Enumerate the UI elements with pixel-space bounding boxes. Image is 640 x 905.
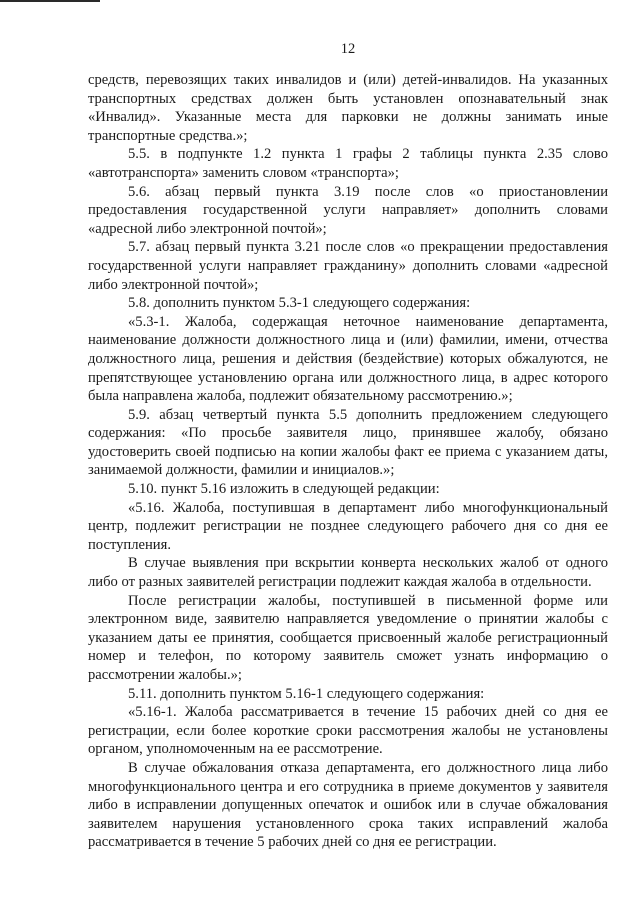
paragraph-5-3-1-quote: «5.3-1. Жалоба, содержащая неточное наименование департамента, наименование должности должностного лица и (или) фамилии, имени, отчества должностного лица, решения и действия (бездействие) которых обжалуются, не препятствующее установлению органа или должностного лица, в адрес которого была направлена жалоба, подлежит обязательному рассмотрению.»;	[88, 313, 608, 405]
paragraph-5-7: 5.7. абзац первый пункта 3.21 после слов «о прекращении предоставления государственной услуги направляет гражданину» дополнить словами «адресной либо электронной почтой»;	[88, 239, 608, 293]
paragraph-5-5: 5.5. в подпункте 1.2 пункта 1 графы 2 таблицы пункта 2.35 слово «автотранспорта» заменить словом «транспорта»;	[88, 146, 608, 181]
paragraph-5-16-1-quote: «5.16-1. Жалоба рассматривается в течение 15 рабочих дней со дня ее регистрации, если более короткие сроки рассмотрения жалобы не установлены органом, уполномоченным на ее рассмотрение.	[88, 704, 608, 758]
paragraph-refusal-appeal: В случае обжалования отказа департамента, его должностного лица либо многофункционального центра и его сотрудника в приеме документов у заявителя либо в исправлении допущенных опечаток и ошибок или в случае обжалования заявителем нарушения установленного срока таких исправлений жалоба рассматривается в течение 5 рабочих дней со дня ее регистрации.	[88, 759, 608, 851]
paragraph-5-6: 5.6. абзац первый пункта 3.19 после слов «о приостановлении предоставления государственной услуги направляет» дополнить словами «адресной либо электронной почтой»;	[88, 183, 608, 237]
paragraph-envelope-case: В случае выявления при вскрытии конверта нескольких жалоб от одного либо от разных заявителей регистрации подлежит каждая жалоба в отдельности.	[88, 555, 608, 591]
paragraph-registration-notice: После регистрации жалобы, поступившей в письменной форме или электронном виде, заявителю направляется уведомление о принятии жалобы с указанием даты ее принятия, сообщается присвоенный жалобе регистрационный номер и телефон, по которому заявитель сможет узнать информацию о рассмотрении жалобы.»;	[88, 592, 608, 683]
page-number: 12	[340, 41, 356, 57]
document-body	[88, 71, 608, 852]
paragraph-continuation: средств, перевозящих таких инвалидов и (или) детей-инвалидов. На указанных транспортных средствах должен быть установлен опознавательный знак «Инвалид». Указанные места для парковки не должны занимать иные транспортные средства.»;	[88, 72, 608, 144]
paragraph-5-8: 5.8. дополнить пунктом 5.3-1 следующего содержания:	[128, 295, 471, 312]
paragraph-5-9: 5.9. абзац четвертый пункта 5.5 дополнить предложением следующего содержания: «По просьбе заявителя лицо, принявшее жалобу, обязано удостоверить своей подписью на копии жалобы факт ее приема с указанием даты, занимаемой должности, фамилии и инициалов.»;	[88, 406, 608, 479]
scan-edge-mark	[0, 0, 100, 2]
paragraph-5-11: 5.11. дополнить пунктом 5.16-1 следующего содержания:	[128, 685, 485, 702]
paragraph-5-16-quote: «5.16. Жалоба, поступившая в департамент либо многофункциональный центр, подлежит регистрации не позднее следующего рабочего дня со дня ее поступления.	[88, 499, 608, 553]
paragraph-5-10: 5.10. пункт 5.16 изложить в следующей редакции:	[128, 481, 440, 498]
